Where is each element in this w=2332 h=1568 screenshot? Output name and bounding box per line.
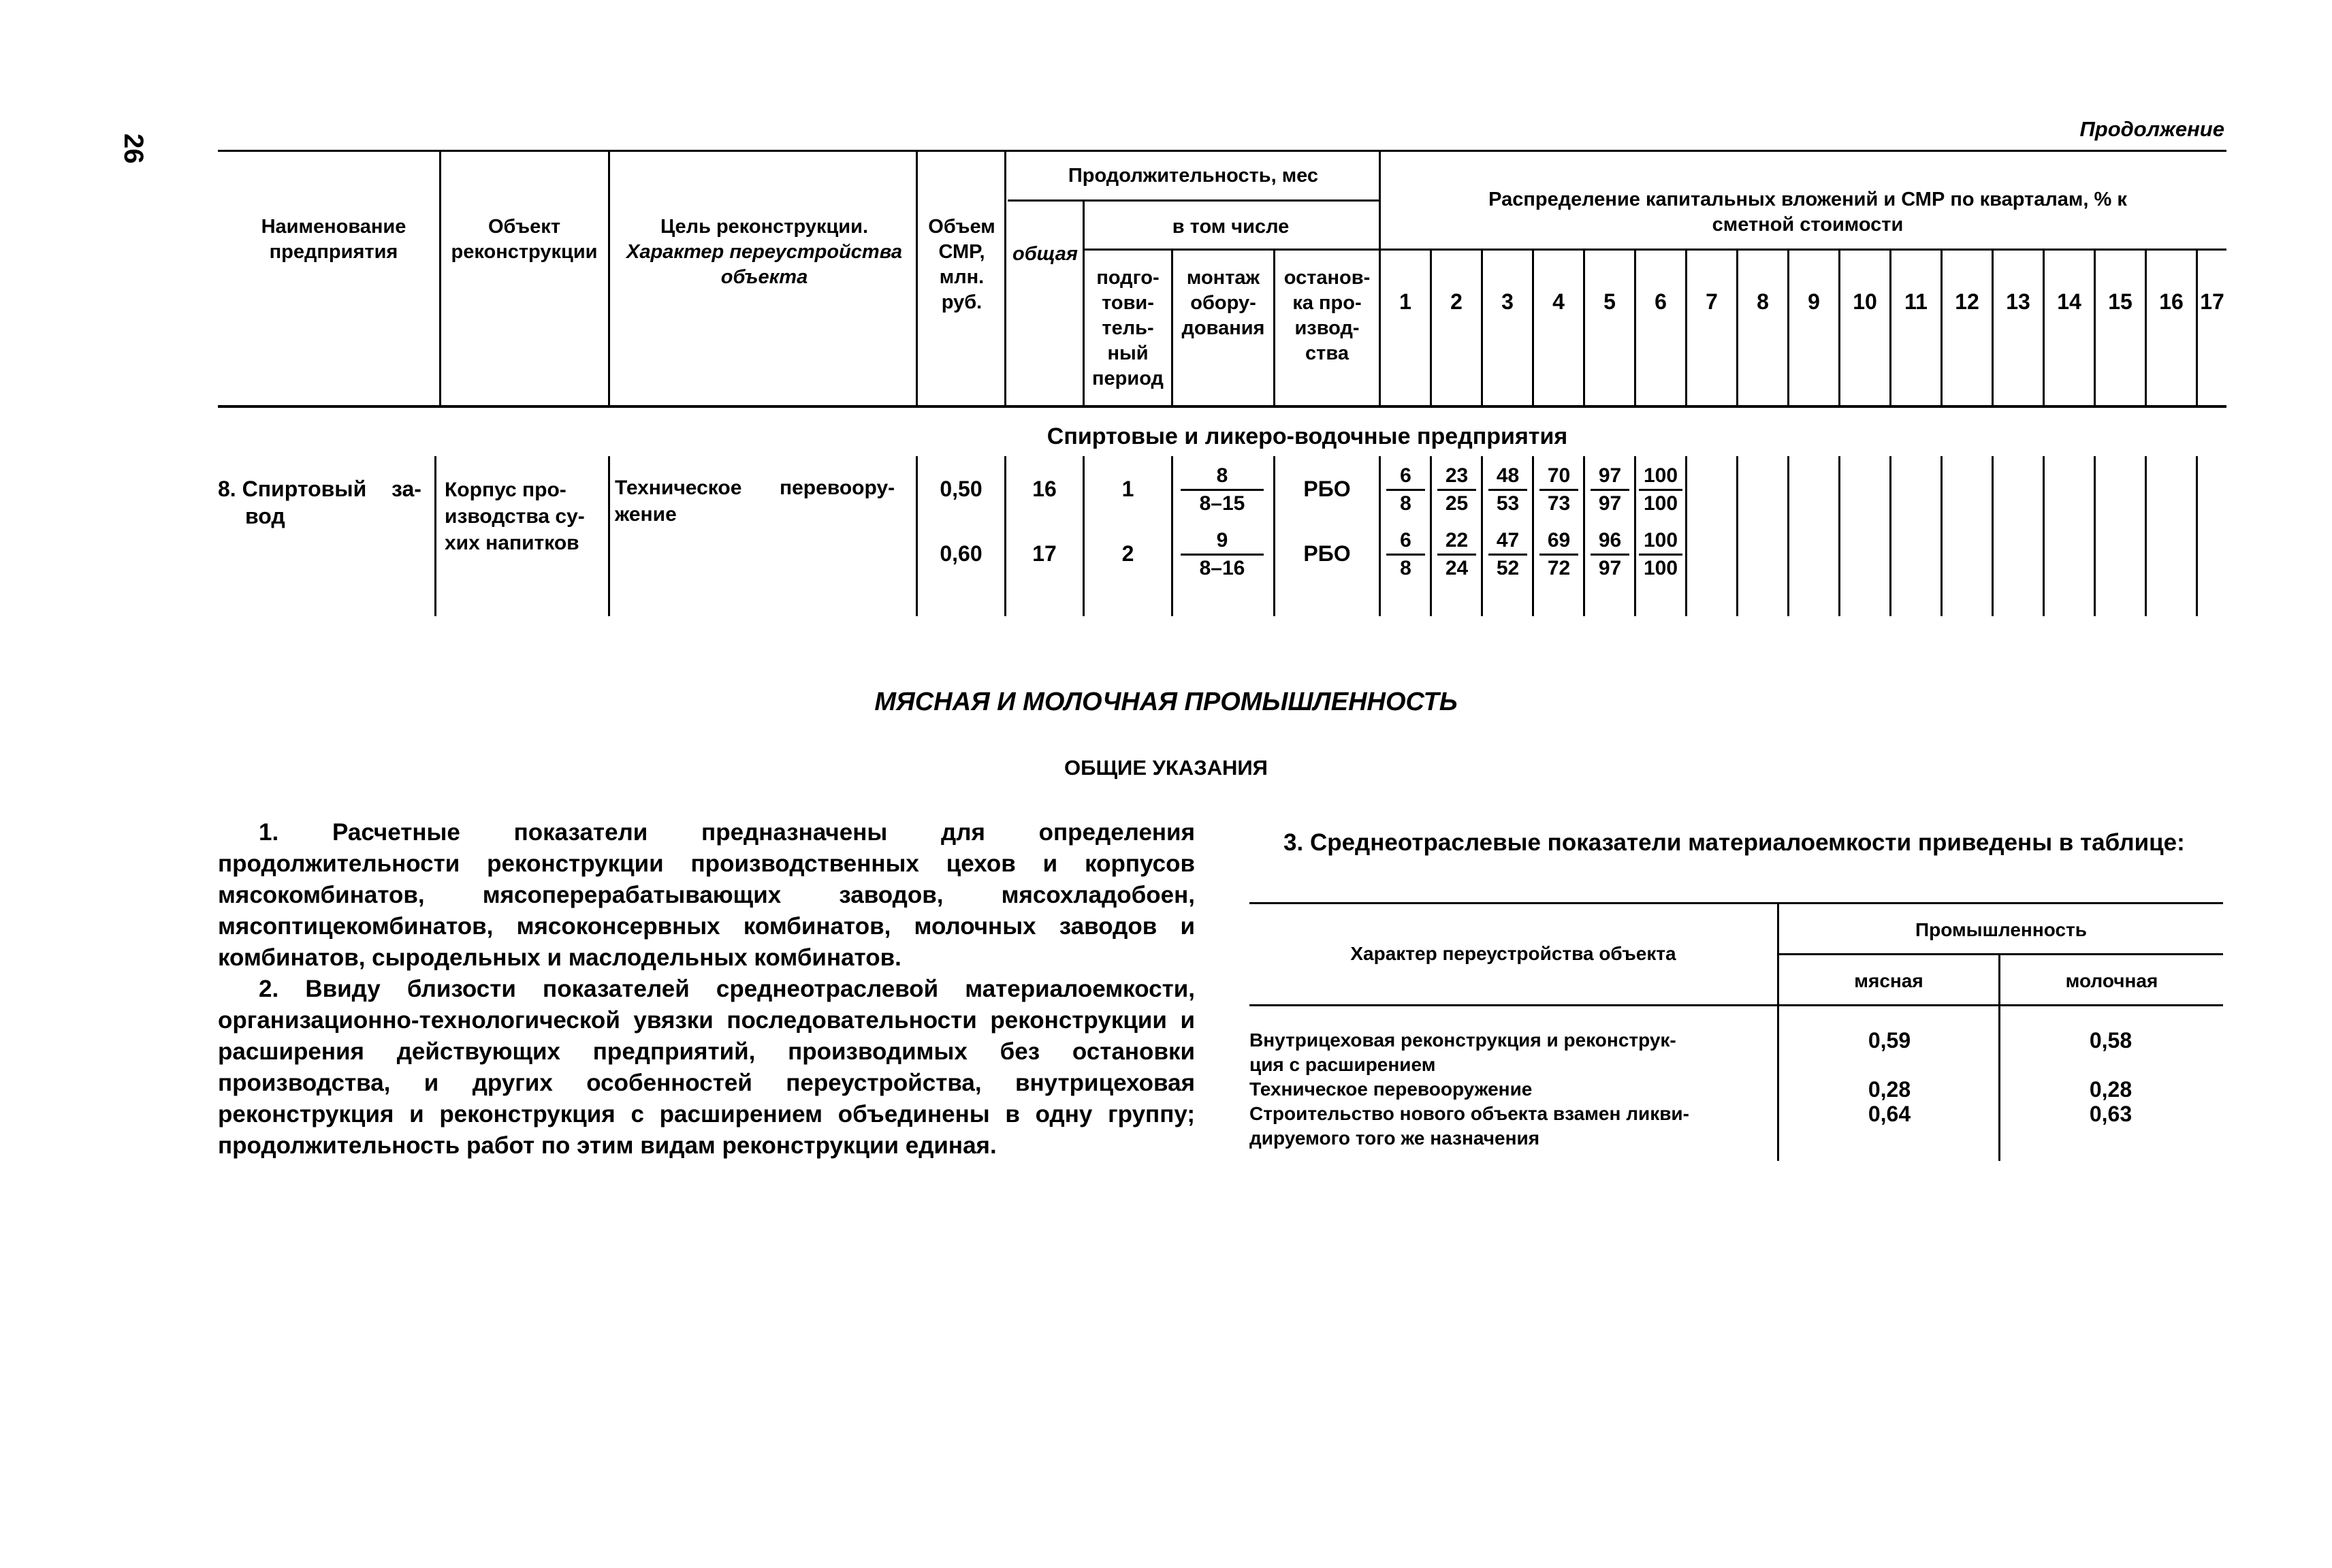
- header-mount: монтаж обору-дования: [1181, 267, 1265, 339]
- quarter-fraction: 6 8: [1384, 463, 1428, 517]
- stop-value: РБО: [1303, 477, 1351, 501]
- header-industry: Промышленность: [1915, 919, 2087, 940]
- paragraph-2: 2. Ввиду близости показателей среднеотраслевой материалоемкости, организационно-технологической увязки последовательности реконструкции и расширения действующих предприятий, производимых без остановки производства, и других особенностей переустройства, внутрицеховая реконструкция и реконструкция с расширением объединены в одну группу; продолжительность работ по этим видам реконструкции единая.: [218, 976, 1195, 1159]
- page-number: 26: [118, 133, 148, 164]
- header-character: Характер переустройства объекта: [1350, 943, 1676, 964]
- prep-value: 2: [1121, 541, 1134, 566]
- quarter-fraction: 6 8: [1384, 528, 1428, 581]
- meat-value: 0,59: [1868, 1028, 1911, 1053]
- quarter-header: 8: [1757, 289, 1769, 314]
- material-intensity-table: [1249, 902, 2223, 1161]
- quarter-fraction: 100 100: [1636, 463, 1685, 517]
- mount-fraction: 8 8–15: [1178, 463, 1266, 517]
- row-object: Корпус про-изводства су-хих напитков: [445, 479, 585, 554]
- quarter-fraction: 69 72: [1537, 528, 1581, 581]
- header-goal-line2: Характер переустройства объекта: [626, 241, 902, 288]
- quarter-header: 9: [1808, 289, 1820, 314]
- quarter-header: 1: [1399, 289, 1411, 314]
- quarter-header: 3: [1501, 289, 1514, 314]
- row-enterprise-end: вод: [245, 504, 285, 528]
- meat-value: 0,64: [1868, 1102, 1911, 1126]
- quarter-fraction: 48 53: [1486, 463, 1530, 517]
- dairy-value: 0,58: [2089, 1028, 2133, 1053]
- volume-value: 0,50: [940, 477, 983, 501]
- header-enterprise: Наименование предприятия: [261, 216, 406, 263]
- volume-value: 0,60: [940, 541, 983, 566]
- header-total: общая: [1012, 243, 1078, 265]
- paragraph-1: 1. Расчетные показатели предназначены для определения продолжительности реконструкции производственных цехов и корпусов мясокомбинатов, мясоперерабатывающих заводов, мясохладобоен, мясоптицекомбинатов, мясоконсервных комбинатов, молочных заводов и комбинатов, сыродельных и маслодельных комбинатов.: [218, 819, 1195, 971]
- quarter-header: 7: [1706, 289, 1718, 314]
- header-dairy: молочная: [2065, 970, 2158, 991]
- quarter-fraction: 70 73: [1537, 463, 1581, 517]
- stop-value: РБО: [1303, 541, 1351, 566]
- meat-value: 0,28: [1868, 1077, 1911, 1102]
- quarter-header: 15: [2108, 289, 2133, 314]
- section-title: МЯСНАЯ И МОЛОЧНАЯ ПРОМЫШЛЕННОСТЬ: [874, 688, 1458, 716]
- quarter-fraction: 100 100: [1636, 528, 1685, 581]
- quarter-header: 11: [1904, 289, 1928, 314]
- header-volume: Объем СМР, млн. руб.: [928, 216, 995, 313]
- group-title: Спиртовые и ликеро-водочные предприятия: [1047, 423, 1568, 449]
- total-value: 17: [1032, 541, 1057, 566]
- paragraph-3: 3. Среднеотраслевые показатели материалоемкости приведены в таблице:: [1283, 829, 2185, 856]
- quarter-header: 5: [1603, 289, 1616, 314]
- continuation-label: Продолжение: [2079, 117, 2224, 141]
- header-goal-line1: Цель реконструкции.: [660, 216, 869, 238]
- row-label: Техническое перевооружение: [1249, 1078, 1533, 1100]
- quarter-fraction: 22 24: [1435, 528, 1479, 581]
- quarter-fraction: 96 97: [1588, 528, 1632, 581]
- row-label: Внутрицеховая реконструкция и реконструк-: [1249, 1029, 1676, 1051]
- row-label-cont: дируемого того же назначения: [1249, 1127, 1540, 1149]
- total-value: 16: [1032, 477, 1057, 501]
- quarter-header: 2: [1450, 289, 1463, 314]
- header-stop: останов-ка про-извод-ства: [1283, 267, 1371, 364]
- header-meat: мясная: [1854, 970, 1923, 991]
- row-label-cont: ция с расширением: [1249, 1054, 1436, 1075]
- row-label: Строительство нового объекта взамен ликви-: [1249, 1103, 1689, 1124]
- dairy-value: 0,63: [2089, 1102, 2133, 1126]
- quarter-fraction: 97 97: [1588, 463, 1632, 517]
- quarter-header: 6: [1655, 289, 1667, 314]
- row-enterprise: 8. Спиртовый: [218, 477, 367, 501]
- header-distribution: Распределение капитальных вложений и СМР по кварталам, % к сметной стоимости: [1488, 189, 2127, 236]
- quarter-header: 14: [2057, 289, 2081, 314]
- quarter-header: 10: [1853, 289, 1877, 314]
- quarter-fraction: 23 25: [1435, 463, 1479, 517]
- row-goal-hyphen: перевоору-: [780, 477, 895, 499]
- row-goal: Техническое: [615, 477, 742, 499]
- reconstruction-table: [218, 146, 2226, 623]
- quarter-header: 13: [2006, 289, 2030, 314]
- header-duration: Продолжительность, мес: [1068, 165, 1319, 187]
- row-goal-end: жение: [615, 503, 677, 526]
- mount-fraction: 9 8–16: [1178, 528, 1266, 581]
- quarter-header: 16: [2159, 289, 2184, 314]
- quarter-header: 4: [1552, 289, 1565, 314]
- prep-value: 1: [1121, 477, 1134, 501]
- header-prep: подго-тови-тель-ный период: [1092, 267, 1164, 389]
- quarter-header: 17: [2200, 289, 2224, 314]
- row-enterprise-hyphen: за-: [392, 477, 421, 501]
- header-object: Объект реконструкции: [451, 216, 598, 263]
- quarter-header: 12: [1955, 289, 1979, 314]
- header-including: в том числе: [1172, 216, 1290, 238]
- quarter-fraction: 47 52: [1486, 528, 1530, 581]
- dairy-value: 0,28: [2089, 1077, 2133, 1102]
- section-subtitle: ОБЩИЕ УКАЗАНИЯ: [1064, 756, 1268, 780]
